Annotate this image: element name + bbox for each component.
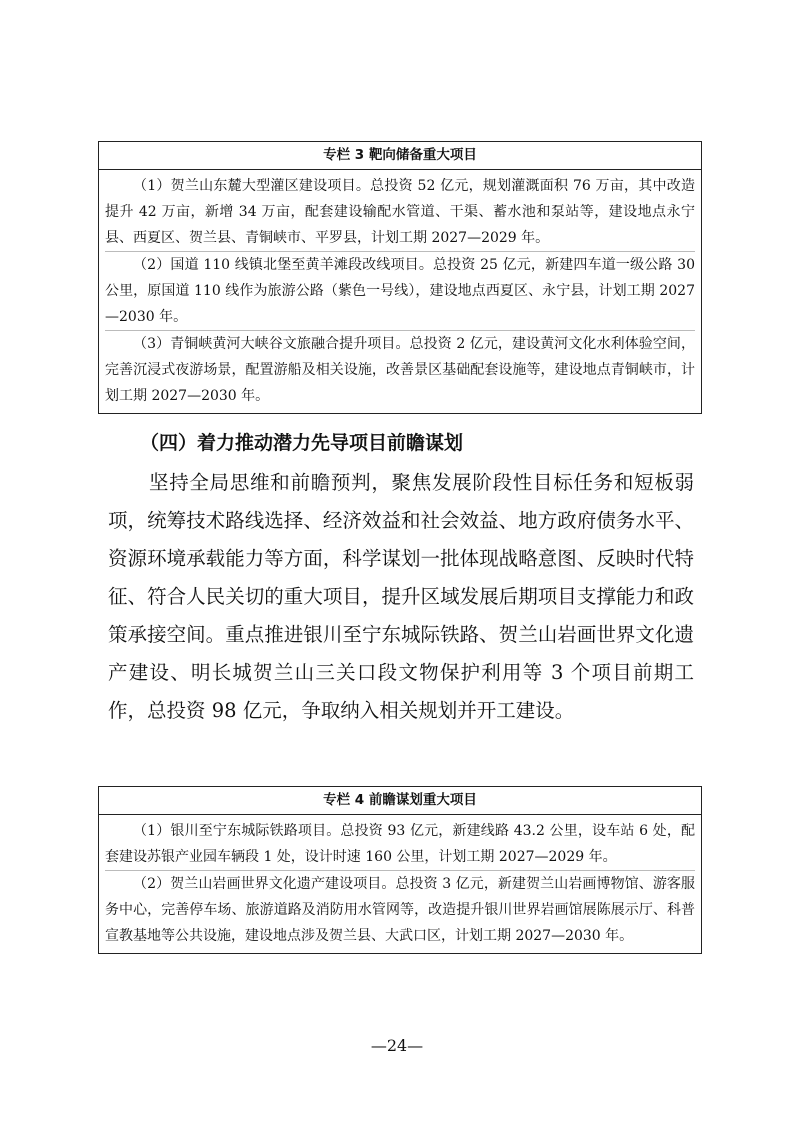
column-3-item-1: （1）贺兰山东麓大型灌区建设项目。总投资 52 亿元，规划灌溉面积 76 万亩，其中改造提升 42 万亩，新增 34 万亩，配套建设输配水管道、干渠、蓄水池和泵站等，建设地点永宁县、西夏区、贺兰县、青铜峡市、平罗县，计划工期 2027—2029 年。 (105, 178, 695, 246)
column-4-title: 专栏 4 前瞻谋划重大项目 (99, 787, 701, 815)
page-number: —24— (370, 1036, 424, 1055)
column-box-4 (98, 786, 702, 954)
column-4-item-2: （2）贺兰山岩画世界文化遗产建设项目。总投资 3 亿元，新建贺兰山岩画博物馆、游客服务中心，完善停车场、旅游道路及消防用水管网等，改造提升银川世界岩画馆展陈展示厅、科普宣教基地等公共设施，建设地点涉及贺兰县、大武口区，计划工期 2027—2030 年。 (105, 870, 695, 949)
column-3-item-3: （3）青铜峡黄河大峡谷文旅融合提升项目。总投资 2 亿元，建设黄河文化水利体验空间，完善沉浸式夜游场景，配置游船及相关设施，改善景区基础配套设施等，建设地点青铜峡市，计划工期 2027—2030 年。 (105, 330, 695, 409)
column-4-item-1: （1）银川至宁东城际铁路项目。总投资 93 亿元，新建线路 43.2 公里，设车站 6 处，配套建设苏银产业园车辆段 1 处，设计时速 160 公里，计划工期 2027—2029 年。 (105, 823, 695, 865)
column-3-title: 专栏 3 靶向储备重大项目 (99, 142, 701, 170)
column-box-3 (98, 141, 702, 414)
column-4-body (99, 815, 701, 953)
column-3-item-2: （2）国道 110 线镇北堡至黄羊滩段改线项目。总投资 25 亿元，新建四车道一级公路 30 公里，原国道 110 线作为旅游公路（紫色一号线），建设地点西夏区、永宁县，计划工期 2027—2030 年。 (105, 251, 695, 330)
section-paragraph: 坚持全局思维和前瞻预判，聚焦发展阶段性目标任务和短板弱项，统筹技术路线选择、经济效益和社会效益、地方政府债务水平、资源环境承载能力等方面，科学谋划一批体现战略意图、反映时代特征、符合人民关切的重大项目，提升区域发展后期项目支撑能力和政策承接空间。重点推进银川至宁东城际铁路、贺兰山岩画世界文化遗产建设、明长城贺兰山三关口段文物保护利用等 3 个项目前期工作，总投资 98 亿元，争取纳入相关规划并开工建设。 (108, 471, 694, 722)
column-3-body (99, 170, 701, 413)
section-heading: （四）着力推动潜力先导项目前瞻谋划 (140, 432, 464, 454)
